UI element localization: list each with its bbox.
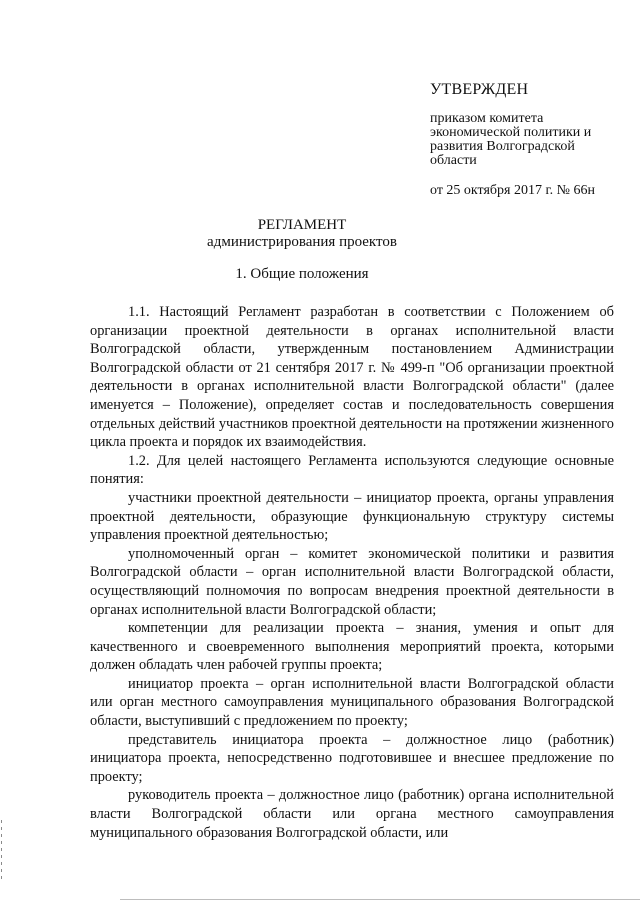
scan-edge-mark	[1, 820, 2, 880]
paragraph: руководитель проекта – должностное лицо (работник) органа исполнительной власти Волгоградской области или органа местного самоуправления муниципального образования Волгоградской области, или	[90, 787, 614, 841]
approval-title: УТВЕРЖДЕН	[430, 81, 529, 98]
paragraph: инициатор проекта – орган исполнительной власти Волгоградской области или орган местного самоуправления муниципального образования Волгоградской области, выступивший с предложением по проекту;	[90, 675, 614, 730]
paragraph: уполномоченный орган – комитет экономической политики и развития Волгоградской области – орган исполнительной власти Волгоградской области, осуществляющий полномочия по вопросам внедрения проектной деятельности в органах исполнительной власти Волгоградской области;	[90, 545, 614, 618]
approval-line: экономической политики и	[430, 125, 592, 140]
approval-line: области	[430, 153, 477, 168]
approval-line: развития Волгоградской	[430, 139, 575, 154]
approval-order	[430, 112, 635, 168]
paragraph: 1.1. Настоящий Регламент разработан в соответствии с Положением об организации проектной деятельности в органах исполнительной власти Волгоградской области, утвержденным постановлением Администрации Волгоградской области от 21 сентября 2017 г. № 499-п "Об организации проектной деятельности в органах исполнительной власти Волгоградской области" (далее именуется – Положение), определяет состав и последовательность совершения отдельных действий участников проектной деятельности на протяжении жизненного цикла проекта и порядок их взаимодействия.	[90, 304, 614, 451]
scan-bottom-line	[120, 899, 640, 900]
approval-date: от 25 октября 2017 г. № 66н	[430, 183, 595, 198]
paragraph: представитель инициатора проекта – должностное лицо (работник) инициатора проекта, непосредственно подготовившее и внесшее предложение по проекту;	[90, 731, 614, 785]
section-heading: 1. Общие положения	[235, 266, 369, 282]
document-body	[90, 303, 614, 842]
paragraph: компетенции для реализации проекта – знания, умения и опыт для качественного и своевременного выполнения мероприятий проекта, которыми должен обладать член рабочей группы проекта;	[90, 620, 614, 674]
paragraph: 1.2. Для целей настоящего Регламента используются следующие основные понятия:	[90, 452, 614, 488]
approval-stamp	[430, 80, 635, 199]
document-subtitle: администрирования проектов	[207, 234, 397, 250]
document-title: РЕГЛАМЕНТ	[257, 217, 347, 233]
approval-line: приказом комитета	[430, 111, 544, 126]
paragraph: участники проектной деятельности – инициатор проекта, органы управления проектной деятельности, образующие функциональную структуру системы управления проектной деятельностью;	[90, 489, 614, 544]
